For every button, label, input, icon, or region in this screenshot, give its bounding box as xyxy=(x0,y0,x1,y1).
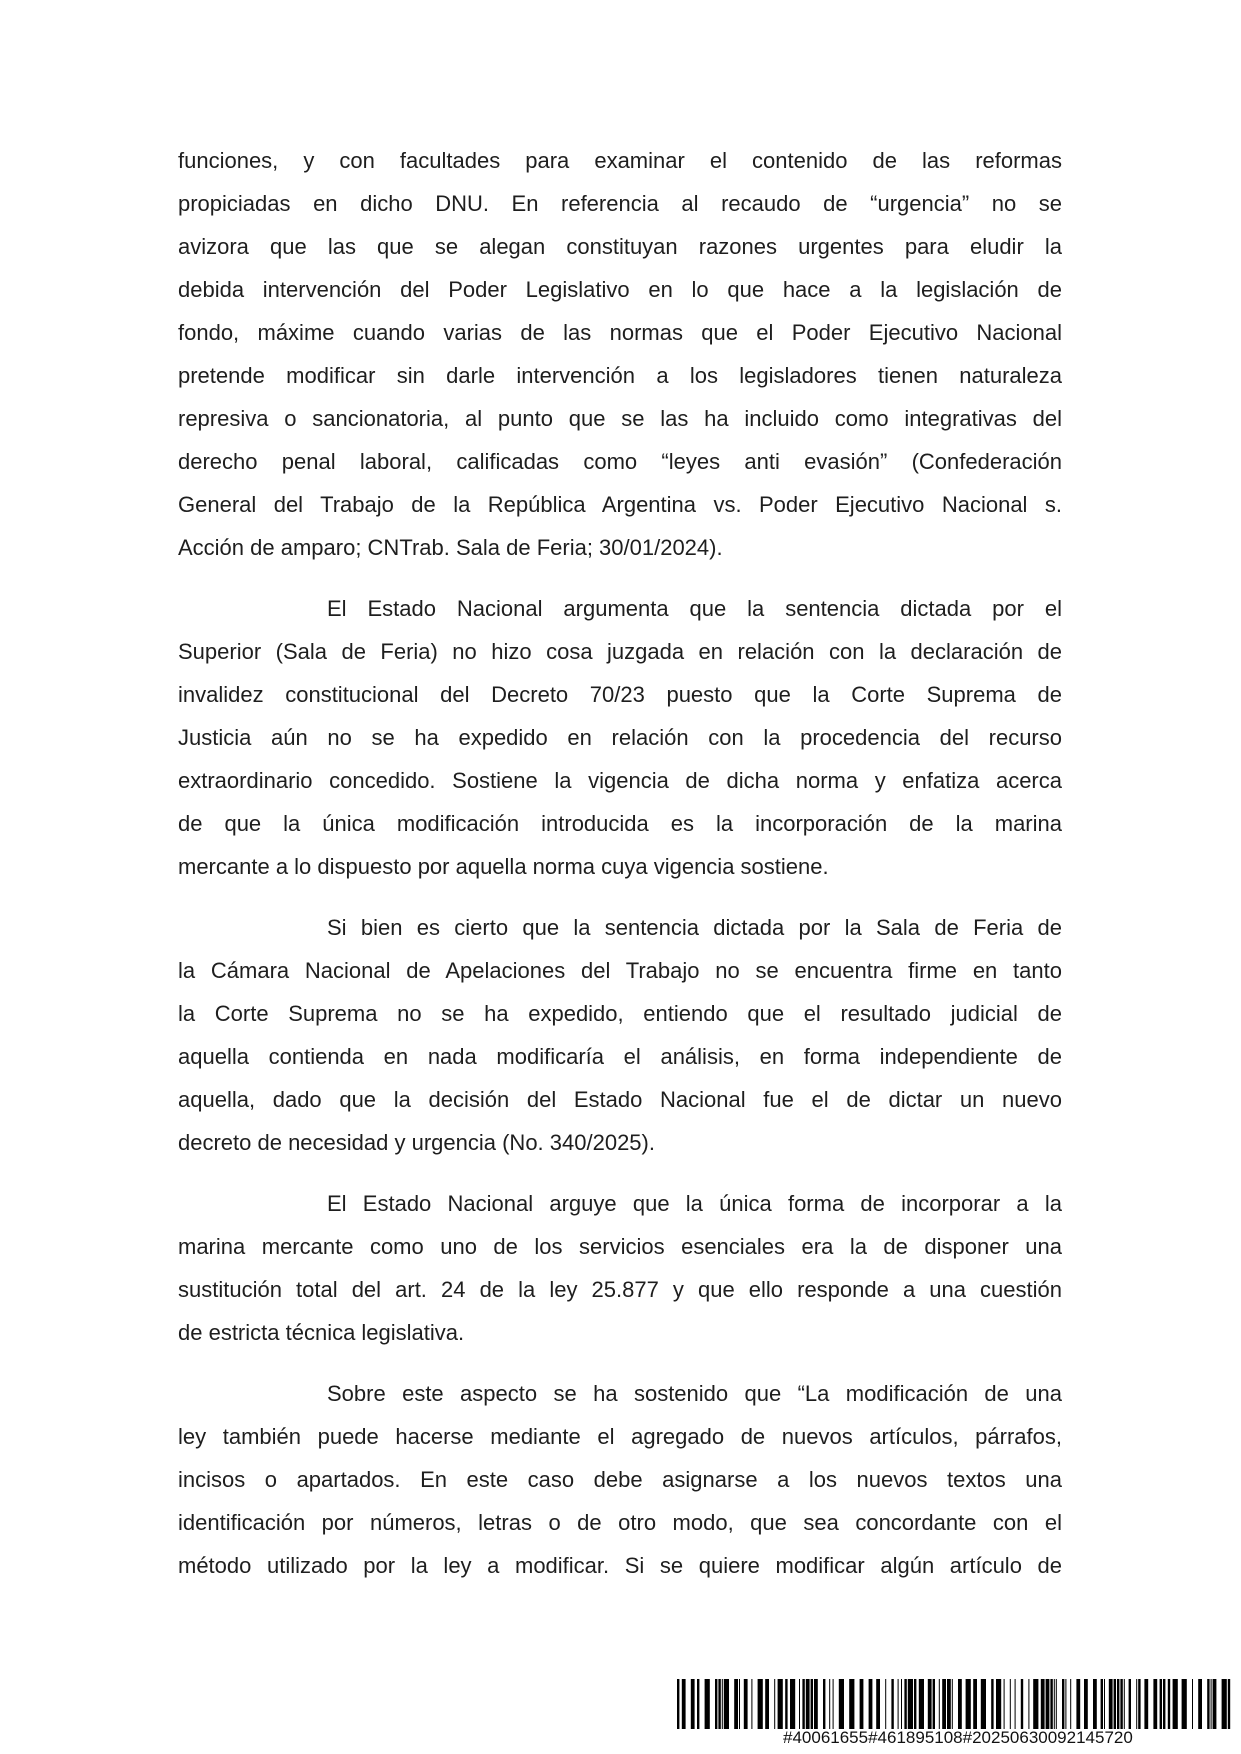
barcode xyxy=(677,1679,1231,1729)
barcode-bar xyxy=(697,1679,699,1729)
paragraph-line: marina mercante como uno de los servicios esenciales era la de disponer una xyxy=(178,1234,1062,1259)
barcode-code-text: #40061655#461895108#20250630092145720 xyxy=(783,1728,1133,1747)
paragraph-line: El Estado Nacional argumenta que la sentencia dictada por el xyxy=(327,596,1062,621)
paragraph-line: propiciadas en dicho DNU. En referencia al recaudo de “urgencia” no se xyxy=(178,191,1062,216)
barcode-bar xyxy=(981,1679,986,1729)
barcode-bar xyxy=(1004,1679,1005,1729)
barcode-bar xyxy=(814,1679,818,1729)
barcode-bar xyxy=(833,1679,834,1729)
barcode-bar xyxy=(705,1679,710,1729)
barcode-bar xyxy=(898,1679,899,1729)
barcode-bar xyxy=(1228,1679,1230,1729)
barcode-bar xyxy=(1065,1679,1066,1729)
barcode-bar xyxy=(1093,1679,1097,1729)
barcode-bar xyxy=(1010,1679,1011,1729)
barcode-bar xyxy=(758,1679,763,1729)
paragraph-line: debida intervención del Poder Legislativo en lo que hace a la legislación de xyxy=(178,277,1062,302)
barcode-bar xyxy=(718,1679,720,1729)
barcode-bar xyxy=(966,1679,971,1729)
barcode-bar xyxy=(952,1679,953,1729)
barcode-bar xyxy=(1117,1679,1119,1729)
document-body xyxy=(178,139,1062,1605)
barcode-bar xyxy=(1198,1679,1202,1729)
barcode-bar xyxy=(734,1679,738,1729)
barcode-bar xyxy=(947,1679,951,1729)
barcode-image xyxy=(677,1679,1231,1729)
barcode-bar xyxy=(1138,1679,1140,1729)
barcode-bar xyxy=(1056,1679,1057,1729)
paragraph-line: mercante a lo dispuesto por aquella norma cuya vigencia sostiene. xyxy=(178,854,829,879)
paragraph-line: Sobre este aspecto se ha sostenido que “La modificación de una xyxy=(327,1381,1062,1406)
barcode-bar xyxy=(1046,1679,1050,1729)
barcode-bar xyxy=(799,1679,800,1729)
paragraph-line: pretende modificar sin darle intervención a los legisladores tienen naturaleza xyxy=(178,363,1062,388)
barcode-bar xyxy=(790,1679,795,1729)
barcode-bar xyxy=(1144,1679,1148,1729)
barcode-bar xyxy=(1153,1679,1157,1729)
barcode-bar xyxy=(802,1679,804,1729)
barcode-bar xyxy=(991,1679,993,1729)
paragraph-line: Superior (Sala de Feria) no hizo cosa juzgada en relación con la declaración de xyxy=(178,639,1062,664)
barcode-bar xyxy=(1114,1679,1116,1729)
barcode-bar xyxy=(891,1679,893,1729)
paragraph-line: represiva o sancionatoria, al punto que se las ha incluido como integrativas del xyxy=(178,406,1062,431)
barcode-bar xyxy=(919,1679,924,1729)
paragraph-line: aquella contienda en nada modificaría el análisis, en forma independiente de xyxy=(178,1044,1062,1069)
barcode-bar xyxy=(1124,1679,1125,1729)
paragraph-line: funciones, y con facultades para examinar el contenido de las reformas xyxy=(178,148,1062,173)
barcode-bar xyxy=(1136,1679,1137,1729)
barcode-bar xyxy=(996,1679,1001,1729)
barcode-bar xyxy=(869,1679,873,1729)
barcode-bar xyxy=(1084,1679,1088,1729)
barcode-bar xyxy=(744,1679,748,1729)
barcode-bar xyxy=(806,1679,810,1729)
paragraph-line: fondo, máxime cuando varias de las normas que el Poder Ejecutivo Nacional xyxy=(178,320,1062,345)
barcode-bar xyxy=(876,1679,880,1729)
barcode-bar xyxy=(942,1679,946,1729)
barcode-bar xyxy=(715,1679,717,1729)
barcode-bar xyxy=(1028,1679,1029,1729)
paragraph-line: sustitución total del art. 24 de la ley 25.877 y que ello responde a una cuestión xyxy=(178,1277,1062,1302)
barcode-bar xyxy=(1160,1679,1162,1729)
barcode-bar xyxy=(765,1679,769,1729)
paragraph xyxy=(178,139,1062,569)
barcode-bar xyxy=(1109,1679,1113,1729)
barcode-bar xyxy=(691,1679,695,1729)
barcode-bar xyxy=(1182,1679,1187,1729)
paragraph-line: Si bien es cierto que la sentencia dictada por la Sala de Feria de xyxy=(327,915,1062,940)
paragraph-line: de que la única modificación introducida es la incorporación de la marina xyxy=(178,811,1062,836)
barcode-bar xyxy=(682,1679,686,1729)
paragraph-line: invalidez constitucional del Decreto 70/23 puesto que la Corte Suprema de xyxy=(178,682,1062,707)
barcode-bar xyxy=(1021,1679,1023,1729)
barcode-bar xyxy=(739,1679,740,1729)
barcode-bar xyxy=(1129,1679,1131,1729)
paragraph-line: El Estado Nacional arguye que la única forma de incorporar a la xyxy=(327,1191,1062,1216)
barcode-bar xyxy=(860,1679,864,1729)
barcode-bar xyxy=(677,1679,679,1729)
paragraph-line: ley también puede hacerse mediante el agregado de nuevos artículos, párrafos, xyxy=(178,1424,1062,1449)
barcode-bar xyxy=(914,1679,916,1729)
barcode-bar xyxy=(849,1679,854,1729)
barcode-bar xyxy=(973,1679,977,1729)
paragraph-line: extraordinario concedido. Sostiene la vigencia de dicha norma y enfatiza acerca xyxy=(178,768,1062,793)
barcode-bar xyxy=(1101,1679,1103,1729)
paragraph xyxy=(178,1182,1062,1354)
paragraph-line: método utilizado por la ley a modificar. Si se quiere modificar algún artículo de xyxy=(178,1553,1062,1578)
barcode-bar xyxy=(939,1679,940,1729)
barcode-bar xyxy=(1173,1679,1178,1729)
barcode-bar xyxy=(1076,1679,1080,1729)
paragraph-line: decreto de necesidad y urgencia (No. 340/2025). xyxy=(178,1130,655,1155)
paragraph-line: General del Trabajo de la República Argentina vs. Poder Ejecutivo Nacional s. xyxy=(178,492,1062,517)
paragraph xyxy=(178,906,1062,1164)
barcode-bar xyxy=(901,1679,902,1729)
barcode-bar xyxy=(1033,1679,1038,1729)
paragraph-line: avizora que las que se alegan constituyan razones urgentes para eludir la xyxy=(178,234,1062,259)
barcode-bar xyxy=(1062,1679,1064,1729)
barcode-bar xyxy=(774,1679,775,1729)
barcode-bar xyxy=(1163,1679,1165,1729)
barcode-bar xyxy=(823,1679,825,1729)
barcode-bar xyxy=(1041,1679,1045,1729)
barcode-bar xyxy=(1211,1679,1212,1729)
barcode-bar xyxy=(885,1679,886,1729)
paragraph-line: de estricta técnica legislativa. xyxy=(178,1320,465,1345)
barcode-bar xyxy=(908,1679,913,1729)
barcode-bar xyxy=(811,1679,813,1729)
barcode-bar xyxy=(958,1679,962,1729)
barcode-bar xyxy=(904,1679,906,1729)
barcode-bar xyxy=(1120,1679,1122,1729)
paragraph-line: aquella, dado que la decisión del Estado Nacional fue el de dictar un nuevo xyxy=(178,1087,1062,1112)
barcode-bar xyxy=(1168,1679,1170,1729)
barcode-bar xyxy=(1070,1679,1071,1729)
paragraph-line: incisos o apartados. En este caso debe asignarse a los nuevos textos una xyxy=(178,1467,1062,1492)
barcode-bar xyxy=(829,1679,830,1729)
barcode-bar xyxy=(1222,1679,1227,1729)
paragraph-line: la Cámara Nacional de Apelaciones del Trabajo no se encuentra firme en tanto xyxy=(178,958,1062,983)
paragraph-line: Justicia aún no se ha expedido en relación con la procedencia del recurso xyxy=(178,725,1062,750)
paragraph-line: la Corte Suprema no se ha expedido, entiendo que el resultado judicial de xyxy=(178,1001,1062,1026)
barcode-bar xyxy=(933,1679,935,1729)
paragraph xyxy=(178,587,1062,888)
barcode-bar xyxy=(1015,1679,1016,1729)
barcode-bar xyxy=(751,1679,752,1729)
barcode-bar xyxy=(785,1679,787,1729)
barcode-bar xyxy=(722,1679,723,1729)
barcode-bar xyxy=(1207,1679,1209,1729)
barcode-bar xyxy=(1192,1679,1193,1729)
barcode-bar xyxy=(1050,1679,1052,1729)
barcode-bar xyxy=(928,1679,932,1729)
paragraph xyxy=(178,1372,1062,1587)
paragraph-line: Acción de amparo; CNTrab. Sala de Feria; 30/01/2024). xyxy=(178,535,723,560)
barcode-bar xyxy=(1054,1679,1055,1729)
barcode-bar xyxy=(778,1679,783,1729)
barcode-bar xyxy=(724,1679,729,1729)
barcode-bar xyxy=(839,1679,844,1729)
barcode-bar xyxy=(1213,1679,1217,1729)
paragraph-line: derecho penal laboral, calificadas como “leyes anti evasión” (Confederación xyxy=(178,449,1062,474)
barcode-bar xyxy=(1104,1679,1105,1729)
paragraph-line: identificación por números, letras o de otro modo, que sea concordante con el xyxy=(178,1510,1062,1535)
